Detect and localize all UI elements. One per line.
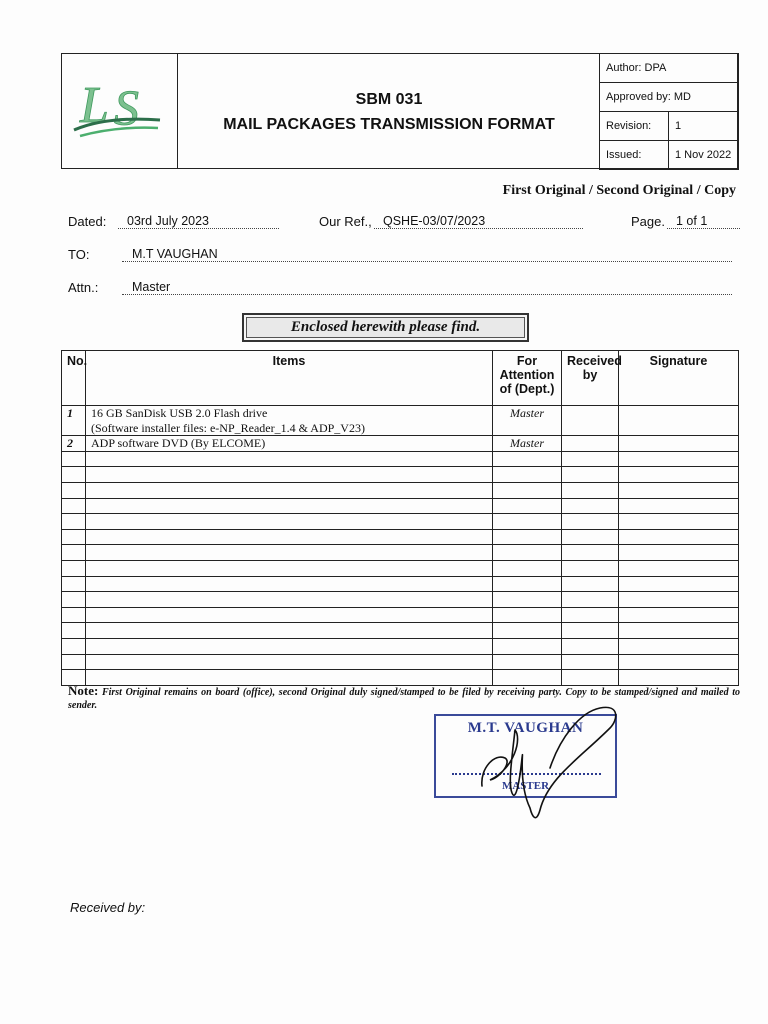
items-table — [61, 350, 739, 686]
row-attention: Master — [493, 436, 562, 452]
received-by-label: Received by: — [70, 900, 146, 915]
doc-meta-table — [599, 53, 739, 170]
table-row — [62, 607, 739, 623]
attn-label: Attn.: — [68, 280, 99, 295]
attention-header-line: of (Dept.) — [499, 382, 555, 396]
row-signature — [619, 498, 739, 514]
row-number — [62, 623, 86, 639]
table-row — [62, 545, 739, 561]
row-attention — [493, 545, 562, 561]
row-received — [562, 529, 619, 545]
row-signature — [619, 638, 739, 654]
row-attention: Master — [493, 406, 562, 421]
table-row — [62, 529, 739, 545]
table-row — [62, 421, 739, 436]
company-logo — [62, 54, 178, 168]
row-attention — [493, 623, 562, 639]
ref-value: QSHE-03/07/2023 — [374, 214, 583, 229]
row-attention — [493, 670, 562, 686]
row-item — [86, 607, 493, 623]
signature-icon — [460, 698, 635, 828]
document-header — [61, 53, 738, 169]
row-signature — [619, 670, 739, 686]
row-signature — [619, 467, 739, 483]
table-row — [62, 654, 739, 670]
table-row — [62, 576, 739, 592]
row-number — [62, 592, 86, 608]
row-number — [62, 529, 86, 545]
row-item — [86, 498, 493, 514]
row-item — [86, 482, 493, 498]
empty-rows — [62, 451, 739, 685]
row-number — [62, 654, 86, 670]
original-copy-line: First Original / Second Original / Copy — [502, 183, 736, 198]
approved-cell: Approved by: MD — [600, 83, 739, 112]
row-signature — [619, 560, 739, 576]
col-header-signature: Signature — [619, 351, 739, 406]
attention-header-line: For — [516, 354, 538, 368]
row-item — [86, 592, 493, 608]
row-attention — [493, 560, 562, 576]
row-received — [562, 545, 619, 561]
table-row — [62, 406, 739, 421]
page-label: Page. — [631, 214, 665, 229]
table-row — [62, 638, 739, 654]
row-received — [562, 482, 619, 498]
row-signature — [619, 576, 739, 592]
row-number — [62, 421, 86, 436]
table-row — [62, 560, 739, 576]
row-item — [86, 576, 493, 592]
note-label: Note: — [68, 683, 99, 698]
table-header-row — [62, 351, 739, 406]
to-value: M.T VAUGHAN — [122, 247, 732, 262]
col-header-no: No. — [62, 351, 86, 406]
row-attention — [493, 607, 562, 623]
row-signature — [619, 592, 739, 608]
row-attention — [493, 514, 562, 530]
row-item — [86, 638, 493, 654]
title-block — [178, 54, 600, 168]
row-number — [62, 451, 86, 467]
issued-label: Issued: — [600, 141, 669, 170]
to-label: TO: — [68, 247, 90, 262]
row-number: 1 — [62, 406, 86, 421]
revision-value: 1 — [669, 112, 739, 141]
row-item — [86, 670, 493, 686]
row-attention — [493, 498, 562, 514]
ref-label: Our Ref., — [319, 214, 372, 229]
page-value: 1 of 1 — [667, 214, 740, 229]
received-header-line: Received — [567, 354, 622, 368]
col-header-items: Items — [86, 351, 493, 406]
row-received — [562, 638, 619, 654]
row-attention — [493, 576, 562, 592]
row-received — [562, 623, 619, 639]
row-attention — [493, 529, 562, 545]
col-header-attention — [493, 351, 562, 406]
row-number — [62, 607, 86, 623]
row-received — [562, 514, 619, 530]
row-number — [62, 498, 86, 514]
revision-label: Revision: — [600, 112, 669, 141]
row-received — [562, 576, 619, 592]
col-header-received — [562, 351, 622, 406]
table-row — [62, 482, 739, 498]
row-number — [62, 560, 86, 576]
row-received — [562, 467, 619, 483]
stamp-role: MASTER — [501, 780, 550, 792]
table-row — [62, 451, 739, 467]
row-item — [86, 514, 493, 530]
row-number — [62, 467, 86, 483]
table-row — [62, 514, 739, 530]
doc-title: MAIL PACKAGES TRANSMISSION FORMAT — [223, 116, 555, 133]
dated-value: 03rd July 2023 — [118, 214, 279, 229]
doc-code: SBM 031 — [355, 91, 423, 108]
row-received — [562, 654, 619, 670]
row-signature — [619, 514, 739, 530]
row-number — [62, 514, 86, 530]
row-signature — [619, 545, 739, 561]
note-text: First Original remains on board (office), second Original duly signed/stamped to be filed by receiving party. Copy to be stamped/signed and mailed to sender. — [68, 687, 740, 711]
row-received — [562, 592, 619, 608]
table-row — [62, 592, 739, 608]
row-signature — [619, 451, 739, 467]
attn-value: Master — [122, 280, 732, 295]
table-row — [62, 498, 739, 514]
dated-label: Dated: — [68, 214, 107, 229]
row-number — [62, 545, 86, 561]
row-item — [86, 451, 493, 467]
row-item — [86, 529, 493, 545]
issued-value: 1 Nov 2022 — [669, 141, 739, 170]
row-received — [562, 607, 619, 623]
row-item: ADP software DVD (By ELCOME) — [86, 436, 493, 452]
row-signature — [619, 529, 739, 545]
row-received — [562, 451, 619, 467]
row-number — [62, 576, 86, 592]
ls-logo-icon — [62, 54, 177, 168]
row-received — [562, 498, 619, 514]
row-signature — [619, 406, 739, 421]
row-number — [62, 638, 86, 654]
row-item: 16 GB SanDisk USB 2.0 Flash drive — [86, 406, 493, 421]
row-attention — [493, 482, 562, 498]
author-cell: Author: DPA — [600, 54, 739, 83]
row-signature — [619, 421, 739, 436]
attention-header-line: Attention — [499, 368, 555, 382]
row-signature — [619, 623, 739, 639]
row-number — [62, 482, 86, 498]
row-received — [562, 670, 619, 686]
row-attention — [493, 592, 562, 608]
svg-text:S: S — [114, 79, 139, 135]
table-row — [62, 436, 739, 452]
row-received — [562, 436, 619, 452]
stamp-name: M.T. VAUGHAN — [467, 720, 584, 736]
table-row — [62, 623, 739, 639]
row-item-detail: (Software installer files: e-NP_Reader_1.4 & ADP_V23) — [86, 421, 493, 436]
row-item — [86, 467, 493, 483]
row-item — [86, 545, 493, 561]
row-signature — [619, 482, 739, 498]
note-block — [68, 684, 740, 712]
row-attention — [493, 467, 562, 483]
row-attention — [493, 638, 562, 654]
row-attention — [493, 421, 562, 436]
row-signature — [619, 436, 739, 452]
row-item — [86, 623, 493, 639]
row-received — [562, 406, 619, 421]
row-attention — [493, 451, 562, 467]
row-attention — [493, 654, 562, 670]
row-item — [86, 560, 493, 576]
svg-text:L: L — [80, 77, 109, 134]
row-signature — [619, 607, 739, 623]
received-header-line: by — [582, 368, 598, 382]
table-row — [62, 670, 739, 686]
enclosed-banner: Enclosed herewith please find. — [242, 313, 529, 342]
row-item — [86, 654, 493, 670]
row-signature — [619, 654, 739, 670]
table-row — [62, 467, 739, 483]
row-received — [562, 421, 619, 436]
row-received — [562, 560, 619, 576]
row-number: 2 — [62, 436, 86, 452]
